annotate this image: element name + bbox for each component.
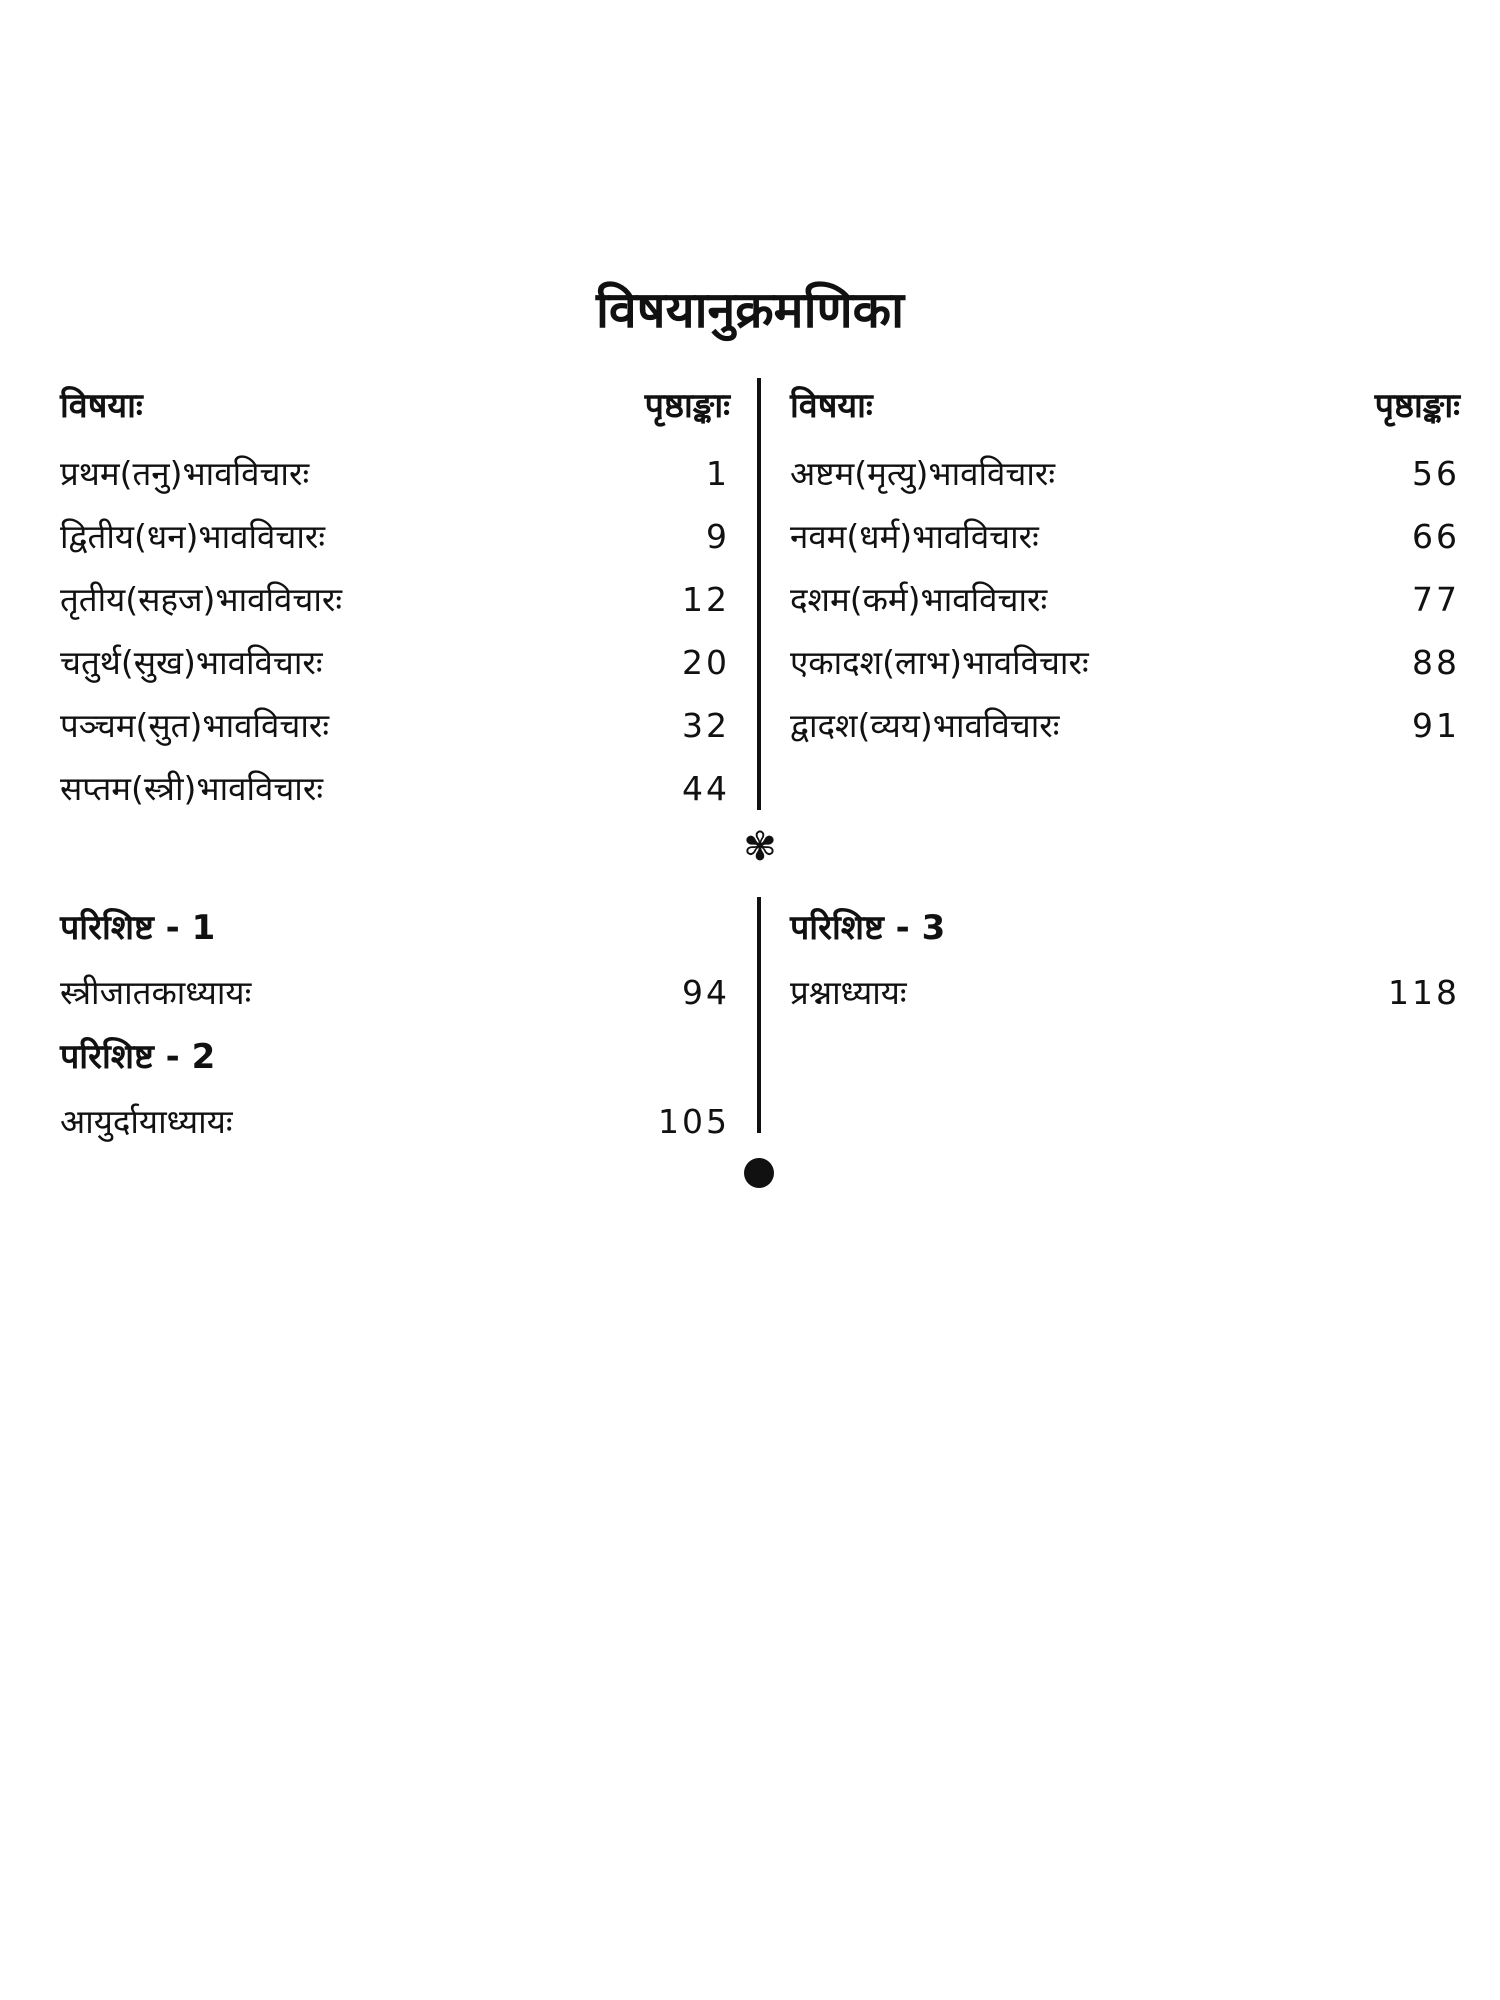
entry-page: 118 xyxy=(1388,973,1460,1012)
toc-entry xyxy=(60,631,730,694)
entry-label: द्वादश(व्यय)भावविचारः xyxy=(790,706,1060,745)
toc-entry xyxy=(790,505,1460,568)
entry-label: द्वितीय(धन)भावविचारः xyxy=(60,517,326,556)
toc-entry xyxy=(60,505,730,568)
page-header: पृष्ठाङ्काः xyxy=(1374,386,1460,426)
toc-entry xyxy=(790,961,1460,1024)
entry-label: प्रश्नाध्यायः xyxy=(790,973,907,1012)
toc-entry xyxy=(790,631,1460,694)
entry-label: तृतीय(सहज)भावविचारः xyxy=(60,580,343,619)
appendix-left-column xyxy=(60,895,730,1153)
entry-label: एकादश(लाभ)भावविचारः xyxy=(790,643,1089,682)
toc-entry xyxy=(60,568,730,631)
entry-page: 94 xyxy=(682,973,730,1012)
entry-label: प्रथम(तनु)भावविचारः xyxy=(60,454,310,493)
column-divider xyxy=(757,378,761,810)
toc-entry xyxy=(60,694,730,757)
entry-page: 12 xyxy=(682,580,730,619)
appendix-title: परिशिष्ट - 2 xyxy=(60,1037,216,1077)
entry-page: 1 xyxy=(706,454,730,493)
toc-entry xyxy=(790,442,1460,505)
page-title: विषयानुक्रमणिका xyxy=(595,281,905,339)
entry-page: 56 xyxy=(1412,454,1460,493)
toc-entry xyxy=(60,1090,730,1153)
entry-page: 20 xyxy=(682,643,730,682)
appendix-title: परिशिष्ट - 3 xyxy=(790,908,946,948)
entry-page: 66 xyxy=(1412,517,1460,556)
toc-entry xyxy=(60,757,730,820)
floral-ornament-icon: ✾ xyxy=(743,824,777,870)
entry-page: 32 xyxy=(682,706,730,745)
entry-label: सप्तम(स्त्री)भावविचारः xyxy=(60,769,324,808)
entry-label: पञ्चम(सुत)भावविचारः xyxy=(60,706,330,745)
entry-label: चतुर्थ(सुख)भावविचारः xyxy=(60,643,323,682)
entry-page: 9 xyxy=(706,517,730,556)
toc-entry xyxy=(60,442,730,505)
toc-left-column xyxy=(60,370,730,820)
toc-entry xyxy=(60,961,730,1024)
entry-page: 44 xyxy=(682,769,730,808)
entry-label: नवम(धर्म)भावविचारः xyxy=(790,517,1039,556)
entry-page: 77 xyxy=(1412,580,1460,619)
column-divider xyxy=(757,897,761,1133)
subject-header: विषयाः xyxy=(60,386,143,426)
subject-header: विषयाः xyxy=(790,386,873,426)
toc-entry xyxy=(790,694,1460,757)
toc-entry xyxy=(790,568,1460,631)
toc-right-column xyxy=(790,370,1460,757)
entry-page: 105 xyxy=(658,1102,730,1141)
entry-page: 91 xyxy=(1412,706,1460,745)
end-dot-icon xyxy=(744,1158,774,1188)
page-header: पृष्ठाङ्काः xyxy=(644,386,730,426)
entry-label: स्त्रीजातकाध्यायः xyxy=(60,973,252,1012)
appendix-right-column xyxy=(790,895,1460,1024)
entry-label: दशम(कर्म)भावविचारः xyxy=(790,580,1048,619)
appendix-title: परिशिष्ट - 1 xyxy=(60,908,216,948)
toc-header xyxy=(60,370,730,442)
entry-label: अष्टम(मृत्यु)भावविचारः xyxy=(790,454,1056,493)
entry-page: 88 xyxy=(1412,643,1460,682)
entry-label: आयुर्दायाध्यायः xyxy=(60,1102,233,1141)
toc-header xyxy=(790,370,1460,442)
